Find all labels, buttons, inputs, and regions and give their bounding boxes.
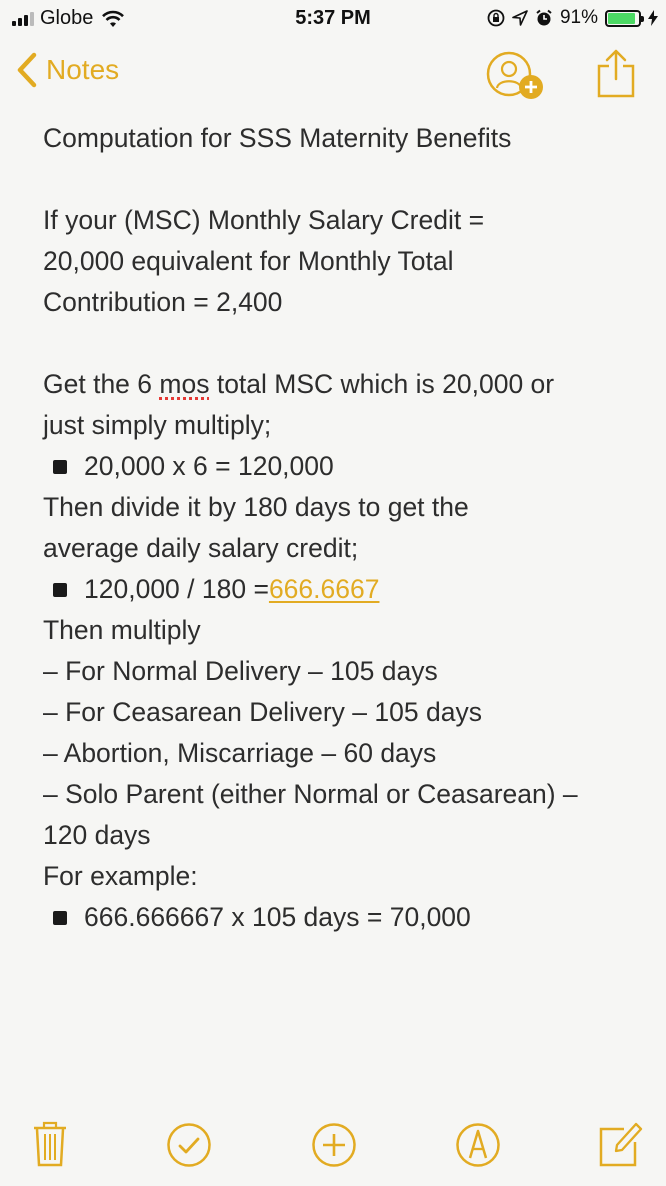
- compose-icon[interactable]: [598, 1120, 644, 1168]
- orientation-lock-icon: [487, 9, 505, 27]
- nav-bar: [0, 46, 666, 104]
- note-line: Then multiply: [43, 615, 201, 645]
- misspelled-word[interactable]: mos: [159, 369, 210, 399]
- status-time: 5:37 PM: [295, 7, 371, 29]
- bottom-toolbar: [0, 1120, 666, 1180]
- bullet-item: 666.666667 x 105 days = 70,000: [53, 897, 643, 938]
- trash-icon[interactable]: [32, 1120, 68, 1168]
- chevron-left-icon: [16, 52, 38, 88]
- note-line: Then divide it by 180 days to get the: [43, 492, 469, 522]
- detected-number-link[interactable]: 666.6667: [268, 574, 380, 604]
- note-line: For example:: [43, 861, 198, 891]
- back-button[interactable]: [16, 52, 119, 88]
- charging-icon: [648, 10, 658, 26]
- checklist-icon[interactable]: [166, 1122, 212, 1168]
- add-icon[interactable]: [311, 1122, 357, 1168]
- note-line: – For Ceasarean Delivery – 105 days: [43, 697, 482, 727]
- carrier-label: Globe: [40, 7, 94, 29]
- bullet-square-icon: [53, 460, 67, 474]
- note-line: Get the 6 mos total MSC which is 20,000 or: [43, 369, 555, 399]
- bullet-item: 20,000 x 6 = 120,000: [53, 446, 643, 487]
- add-people-icon[interactable]: [485, 50, 547, 102]
- note-body[interactable]: [43, 118, 643, 938]
- note-line: just simply multiply;: [43, 410, 272, 440]
- note-line: 20,000 equivalent for Monthly Total: [43, 246, 454, 276]
- note-title: Computation for SSS Maternity Benefits: [43, 123, 512, 153]
- alarm-icon: [535, 9, 553, 27]
- note-line: – Abortion, Miscarriage – 60 days: [43, 738, 437, 768]
- markup-icon[interactable]: [455, 1122, 501, 1168]
- battery-percent: 91%: [559, 7, 598, 28]
- note-line: Contribution = 2,400: [43, 287, 283, 317]
- back-label: Notes: [46, 54, 120, 85]
- bullet-item: 120,000 / 180 = 666.6667: [53, 569, 643, 610]
- note-line: – Solo Parent (either Normal or Ceasarean) –: [43, 779, 578, 809]
- location-icon: [512, 10, 528, 26]
- note-line: average daily salary credit;: [43, 533, 359, 563]
- note-line: 120 days: [43, 820, 151, 850]
- status-bar: [0, 0, 666, 38]
- battery-icon: [605, 10, 641, 27]
- bullet-square-icon: [53, 911, 67, 925]
- note-line: If your (MSC) Monthly Salary Credit =: [43, 205, 485, 235]
- status-right: [487, 7, 658, 29]
- bullet-square-icon: [53, 583, 67, 597]
- share-icon[interactable]: [596, 48, 636, 98]
- note-line: – For Normal Delivery – 105 days: [43, 656, 438, 686]
